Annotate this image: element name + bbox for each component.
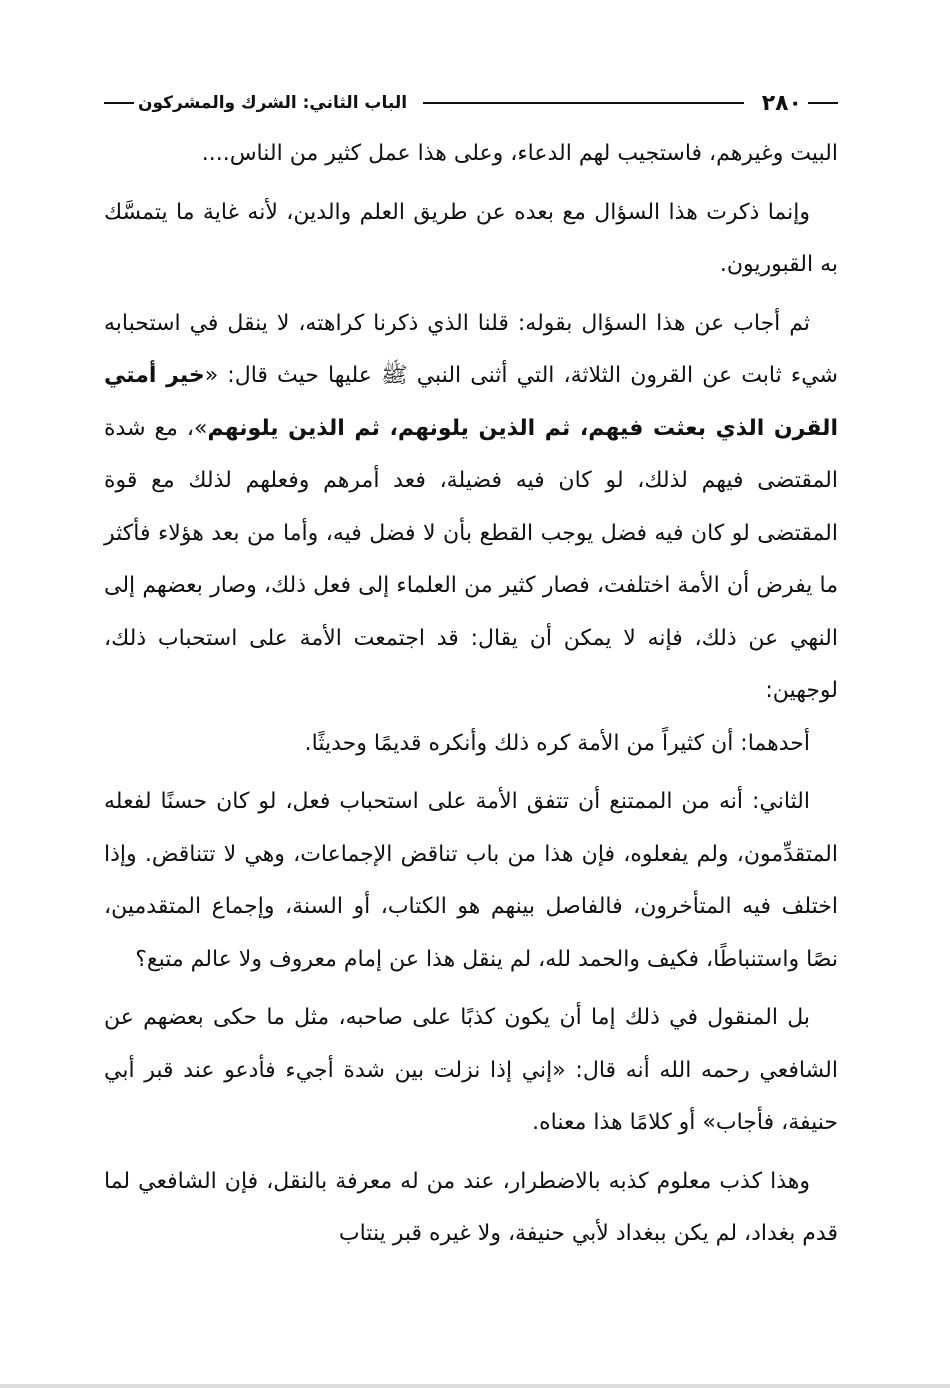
paragraph: وإنما ذكرت هذا السؤال مع بعده عن طريق العلم والدين، لأنه غاية ما يتمسَّك به القبوريون.	[104, 199, 838, 277]
running-header	[104, 86, 838, 120]
chapter-title: الباب الثاني: الشرك والمشركون	[138, 93, 408, 113]
paragraph-text: »، مع شدة المقتضى فيهم لذلك، لو كان فيه فضيلة، فعد أمرهم وفعلهم لذلك مع قوة المقتضى لو كان فيه فضل يوجب القطع بأن لا فضل فيه، وأما من بعد هؤلاء فأكثر ما يفرض أن الأمة اختلفت، فصار كثير من العلماء إلى فعل ذلك، وصار بعضهم إلى النهي عن ذلك، فإنه لا يمكن أن يقال: قد اجتمعت الأمة على استحباب ذلك، لوجهين:	[104, 415, 838, 703]
paragraph: الثاني: أنه من الممتنع أن تتفق الأمة على استحباب فعل، لو كان حسنًا لفعله المتقدِّمون، ولم يفعلوه، فإن هذا من باب تناقض الإجماعات، وهي لا تتناقض. وإذا اختلف فيه المتأخرون، فالفاصل بينهم هو الكتاب، أو السنة، وإجماع المتقدمين، نصًا واستنباطًا، فكيف والحمد لله، لم ينقل هذا عن إمام معروف ولا عالم متبع؟	[104, 789, 838, 972]
body-text	[104, 128, 838, 1261]
hadith-quote: خير أمتي القرن الذي بعثت فيهم، ثم الذين يلونهم، ثم الذين يلونهم	[104, 363, 838, 441]
header-dash	[808, 102, 838, 104]
paragraph: البيت وغيرهم، فاستجيب لهم الدعاء، وعلى هذا عمل كثير من الناس....	[201, 141, 838, 166]
paragraph: أحدهما: أن كثيراً من الأمة كره ذلك وأنكره قديمًا وحديثًا.	[304, 730, 810, 756]
paragraph-text: ثم أجاب عن هذا السؤال بقوله: قلنا الذي ذكرنا كراهته، لا ينقل في استحبابه شيء ثابت عن القرون الثلاثة، التي أثنى النبي ﷺ عليها حيث قال: «	[104, 310, 838, 388]
header-rule	[423, 102, 744, 104]
page-bottom-edge	[0, 1384, 950, 1388]
paragraph: وهذا كذب معلوم كذبه بالاضطرار، عند من له معرفة بالنقل، فإن الشافعي لما قدم بغداد، لم يكن ببغداد لأبي حنيفة، ولا غيره قبر ينتاب	[104, 1168, 838, 1246]
paragraph	[104, 298, 838, 718]
header-dash	[104, 102, 134, 104]
paragraph: بل المنقول في ذلك إما أن يكون كذبًا على صاحبه، مثل ما حكى بعضهم عن الشافعي رحمه الله أنه قال: «إني إذا نزلت بين شدة أجيء فأدعو عند قبر أبي حنيفة، فأجاب» أو كلامًا هذا معناه.	[104, 1005, 838, 1135]
page-number: ٢٨٠	[761, 90, 802, 116]
